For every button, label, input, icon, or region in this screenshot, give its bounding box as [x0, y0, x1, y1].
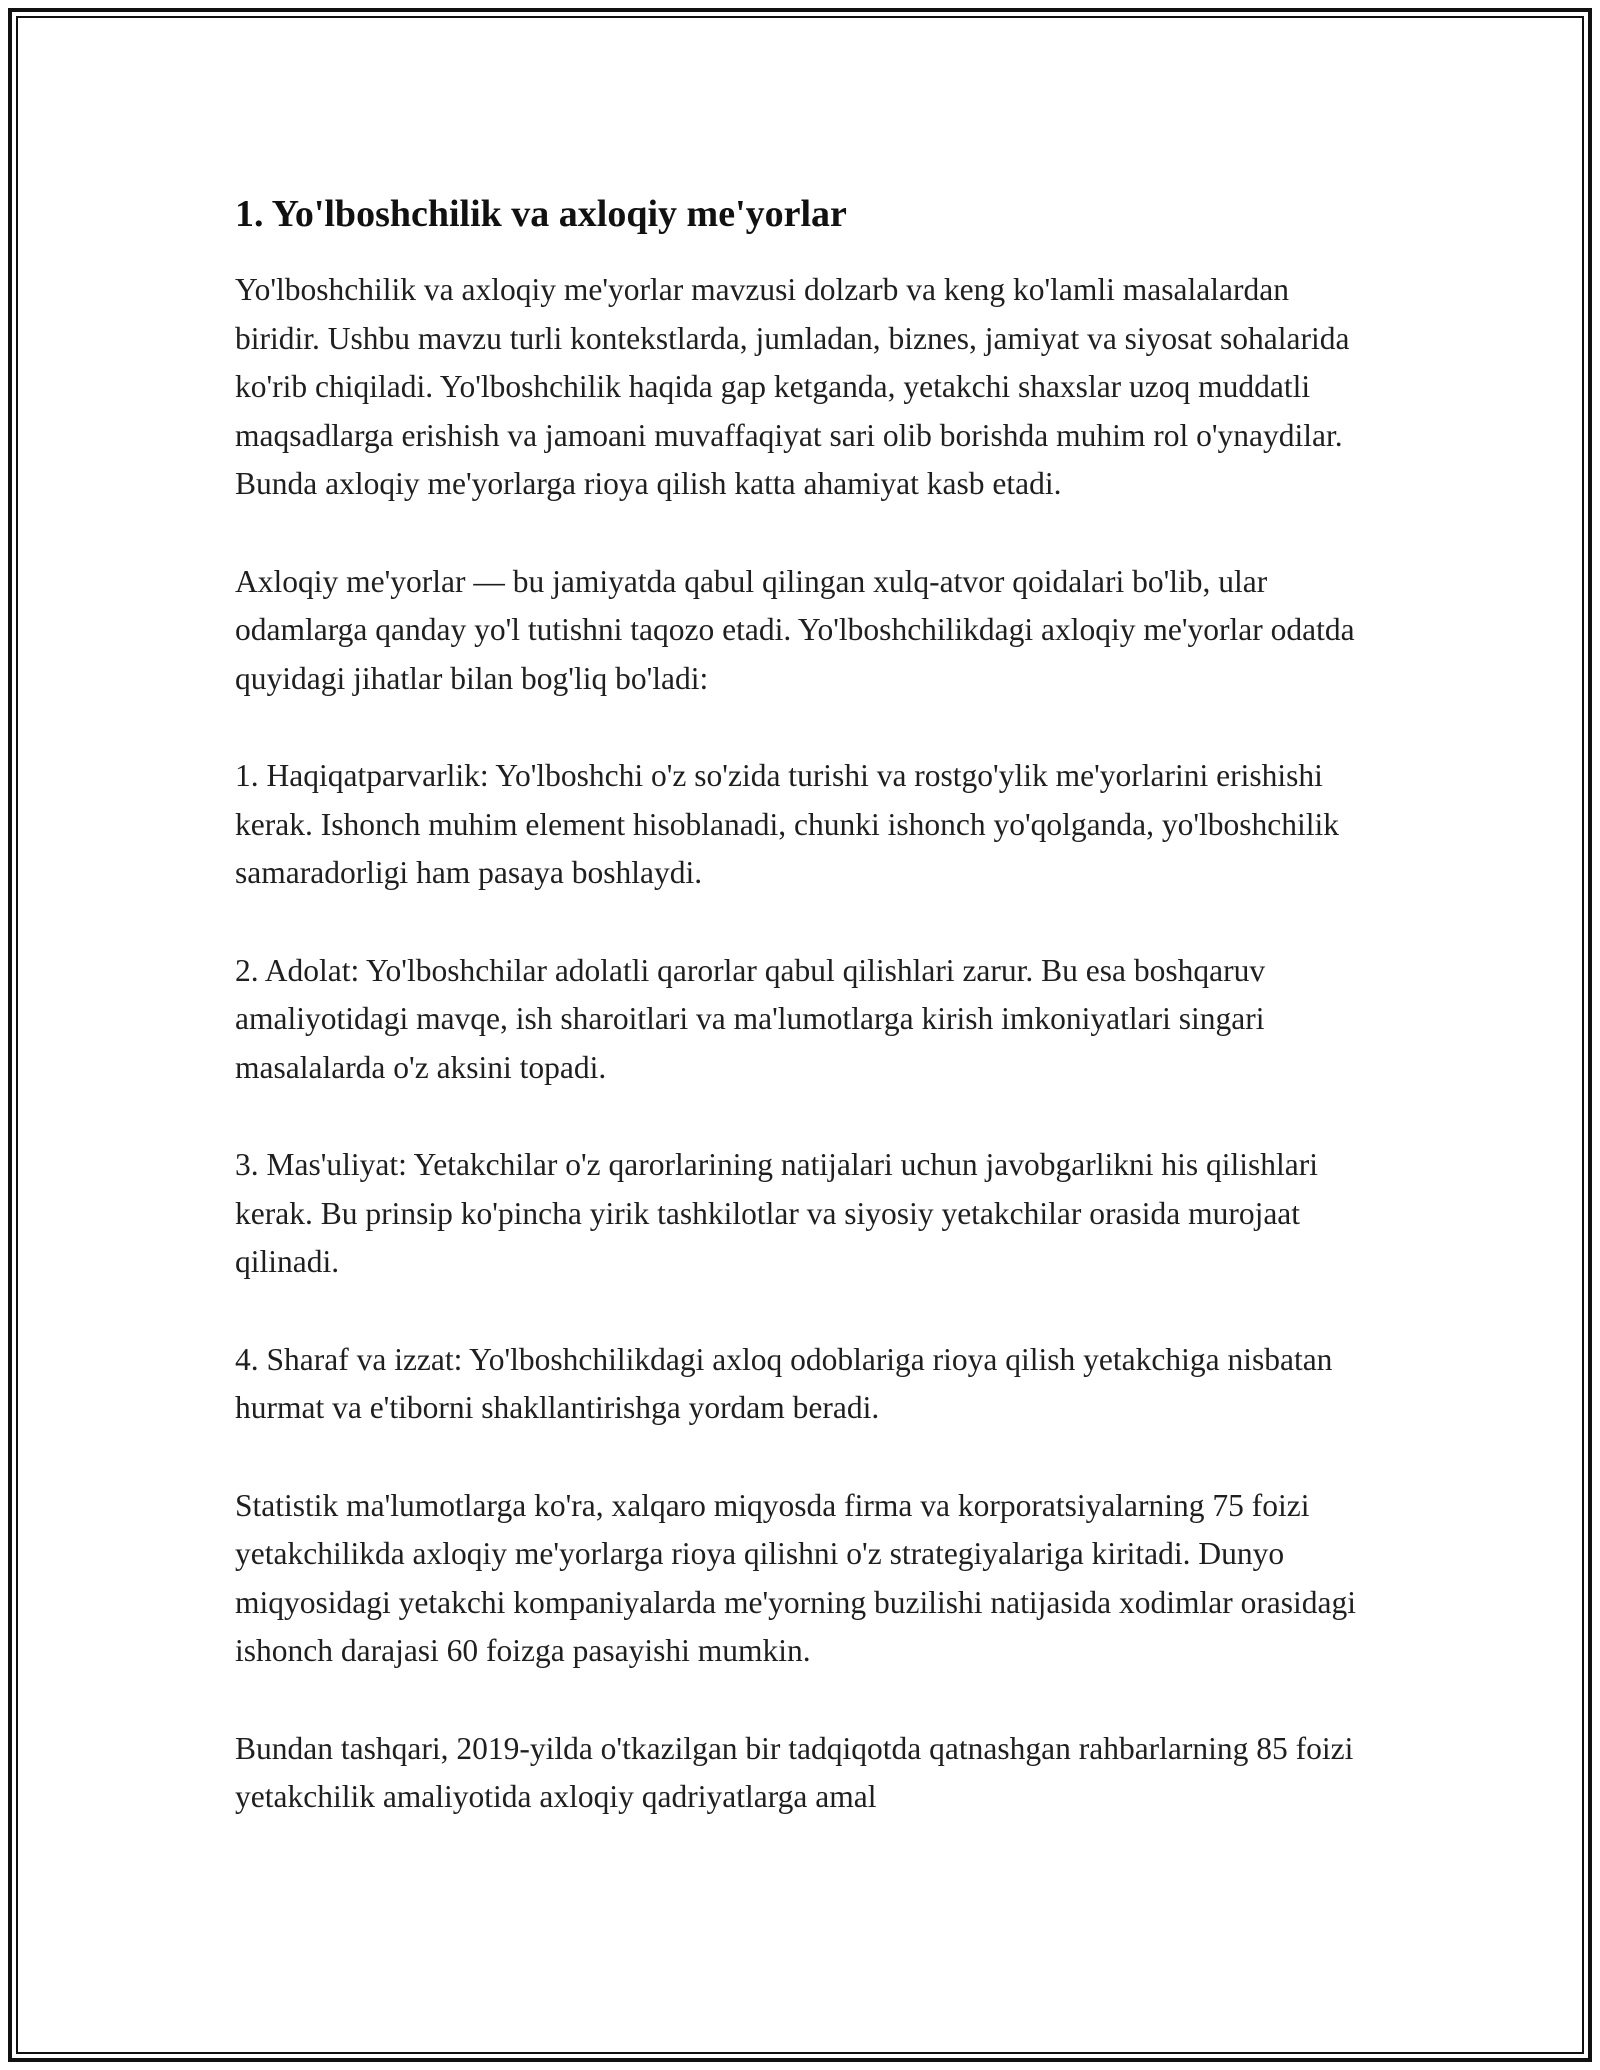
paragraph-intro: Yo'lboshchilik va axloqiy me'yorlar mavzusi dolzarb va keng ko'lamli masalalardan biridir. Ushbu mavzu turli kontekstlarda, jumladan, biznes, jamiyat va siyosat sohalarida ko'rib chiqiladi. Yo'lboshchilik haqida gap ketganda, yetakchi shaxslar uzoq muddatli maqsadlarga erishish va jamoani muvaffaqiyat sari olib borishda muhim rol o'ynaydilar. Bunda axloqiy me'yorlarga rioya qilish katta ahamiyat kasb etadi. — [235, 272, 1350, 501]
list-item-responsibility: 3. Mas'uliyat: Yetakchilar o'z qarorlarining natijalari uchun javobgarlikni his qilishlari kerak. Bu prinsip ko'pincha yirik tashkilotlar va siyosiy yetakchilar orasida murojaat qilinadi. — [235, 1147, 1318, 1279]
paragraph-statistics: Statistik ma'lumotlarga ko'ra, xalqaro miqyosda firma va korporatsiyalarning 75 foizi yetakchilikda axloqiy me'yorlarga rioya qilishni o'z strategiyalariga kiritadi. Dunyo miqyosidagi yetakchi kompaniyalarda me'yorning buzilishi natijasida xodimlar orasidagi ishonch darajasi 60 foizga pasayishi mumkin. — [235, 1487, 1357, 1668]
list-item-justice: 2. Adolat: Yo'lboshchilar adolatli qarorlar qabul qilishlari zarur. Bu esa boshqaruv amaliyotidagi mavqe, ish sharoitlari va ma'lumotlarga kirish imkoniyatlari singari masalalarda o'z aksini topadi. — [235, 952, 1266, 1085]
list-item-honesty: 1. Haqiqatparvarlik: Yo'lboshchi o'z so'zida turishi va rostgo'ylik me'yorlarini erishishi kerak. Ishonch muhim element hisoblanadi, chunki ishonch yo'qolganda, yo'lboshchilik samaradorligi ham pasaya boshlaydi. — [235, 758, 1340, 890]
section-heading: 1. Yo'lboshchilik va axloqiy me'yorlar — [235, 193, 847, 235]
list-item-honor: 4. Sharaf va izzat: Yo'lboshchilikdagi axloq odoblariga rioya qilish yetakchiga nisbatan hurmat va e'tiborni shakllantirishga yordam beradi. — [235, 1341, 1333, 1425]
document-body — [235, 188, 1375, 1871]
paragraph-research: Bundan tashqari, 2019-yilda o'tkazilgan bir tadqiqotda qatnashgan rahbarlarning 85 foizi yetakchilik amaliyotida axloqiy qadriyatlarga amal — [235, 1730, 1354, 1814]
paragraph-definition: Axloqiy me'yorlar — bu jamiyatda qabul qilingan xulq-atvor qoidalari bo'lib, ular odamlarga qanday yo'l tutishni taqozo etadi. Yo'lboshchilikdagi axloqiy me'yorlar odatda quyidagi jihatlar bilan bog'liq bo'ladi: — [235, 563, 1355, 696]
